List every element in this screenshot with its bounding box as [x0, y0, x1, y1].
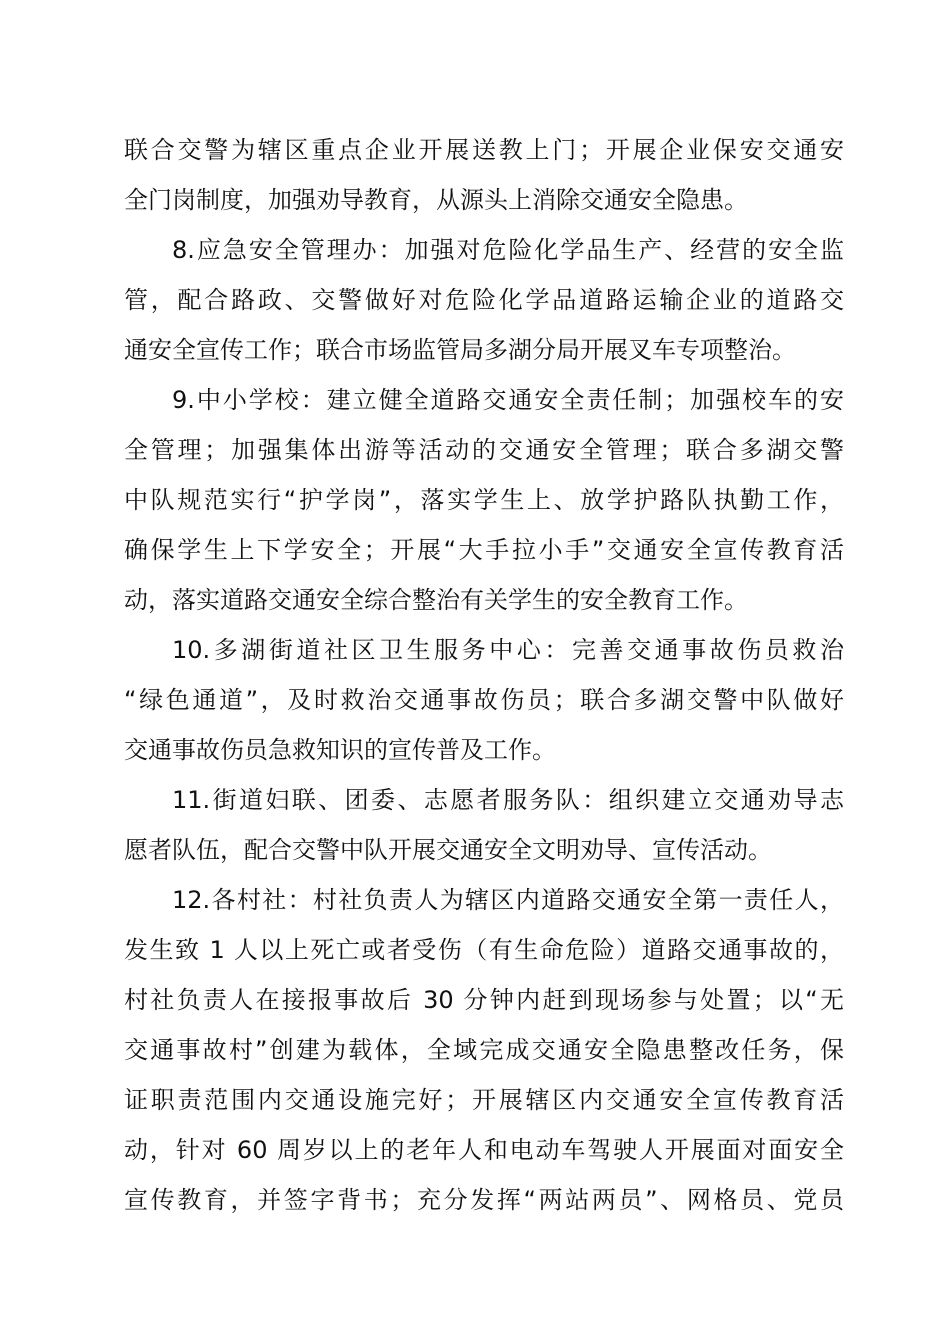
text-line: 宣传教育，并签字背书；充分发挥“两站两员”、网格员、党员 — [124, 1186, 844, 1214]
text-line: 动，落实道路交通安全综合整治有关学生的安全教育工作。 — [124, 586, 748, 614]
text-line: 管，配合路政、交警做好对危险化学品道路运输企业的道路交 — [124, 286, 844, 314]
text-line: 村社负责人在接报事故后 30 分钟内赶到现场参与处置；以“无 — [124, 986, 844, 1014]
paragraph-8-heading-line: 8.应急安全管理办：加强对危险化学品生产、经营的安全监 — [172, 236, 844, 264]
text-line: “绿色通道”，及时救治交通事故伤员；联合多湖交警中队做好 — [124, 686, 844, 714]
text-line: 确保学生上下学安全；开展“大手拉小手”交通安全宣传教育活 — [124, 536, 844, 564]
text-line: 动，针对 60 周岁以上的老年人和电动车驾驶人开展面对面安全 — [124, 1136, 844, 1164]
text-line: 证职责范围内交通设施完好；开展辖区内交通安全宣传教育活 — [124, 1086, 844, 1114]
text-line: 全管理；加强集体出游等活动的交通安全管理；联合多湖交警 — [124, 436, 844, 464]
text-line: 联合交警为辖区重点企业开展送教上门；开展企业保安交通安 — [124, 136, 844, 164]
paragraph-10-heading-line: 10.多湖街道社区卫生服务中心：完善交通事故伤员救治 — [172, 636, 844, 664]
text-line: 通安全宣传工作；联合市场监管局多湖分局开展叉车专项整治。 — [124, 336, 796, 364]
text-line: 中队规范实行“护学岗”，落实学生上、放学护路队执勤工作， — [124, 486, 844, 514]
paragraph-11-heading-line: 11.街道妇联、团委、志愿者服务队：组织建立交通劝导志 — [172, 786, 844, 814]
paragraph-12-heading-line: 12.各村社：村社负责人为辖区内道路交通安全第一责任人， — [172, 886, 844, 914]
text-line: 愿者队伍，配合交警中队开展交通安全文明劝导、宣传活动。 — [124, 836, 772, 864]
text-line: 交通事故村”创建为载体，全域完成交通安全隐患整改任务，保 — [124, 1036, 844, 1064]
text-line: 全门岗制度，加强劝导教育，从源头上消除交通安全隐患。 — [124, 186, 748, 214]
text-line: 发生致 1 人以上死亡或者受伤（有生命危险）道路交通事故的， — [124, 936, 844, 964]
text-line: 交通事故伤员急救知识的宣传普及工作。 — [124, 736, 556, 764]
paragraph-9-heading-line: 9.中小学校：建立健全道路交通安全责任制；加强校车的安 — [172, 386, 844, 414]
